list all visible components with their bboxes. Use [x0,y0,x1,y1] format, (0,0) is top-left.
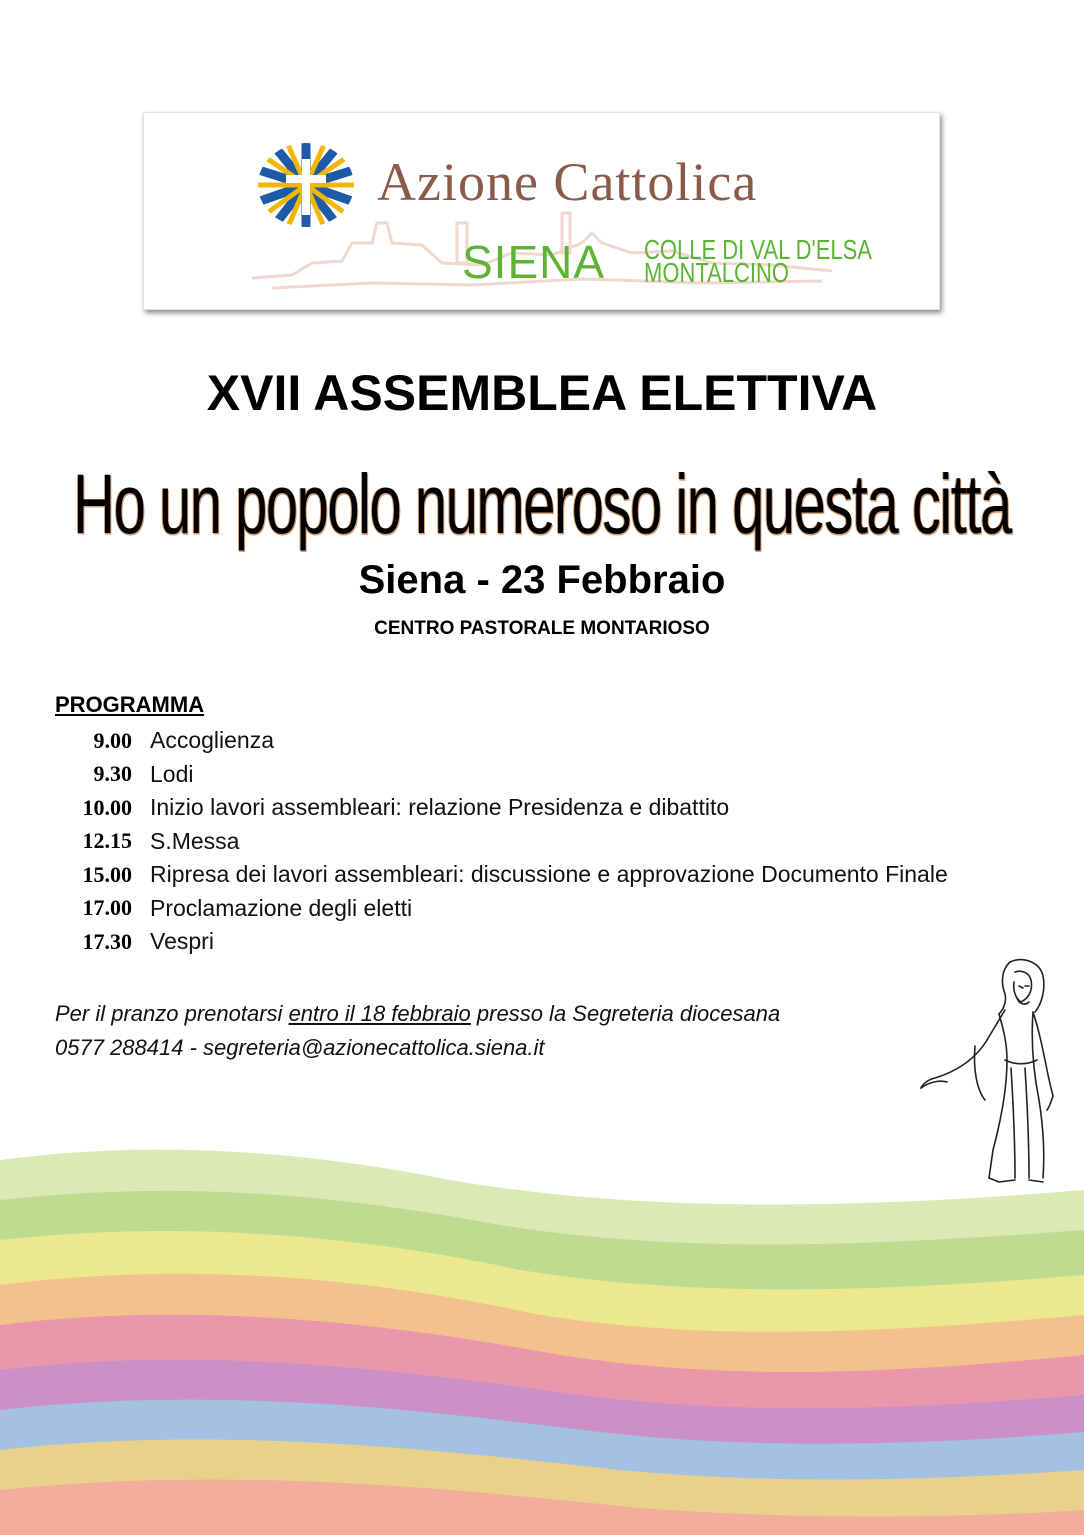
lunch-note [55,997,780,1065]
program-row [55,858,948,892]
watercolor-rainbow-hills [0,1120,1084,1535]
place-date: Siena - 23 Febbraio [358,558,726,602]
program-time: 9.00 [93,727,132,753]
program-row [55,825,948,859]
note-deadline: entro il 18 febbraio [288,1001,471,1026]
logo-city: SIENA [462,236,606,288]
program-time: 17.00 [82,895,132,921]
logo-subtitle-1: COLLE DI VAL D'ELSA [644,233,872,265]
program-time: 10.00 [82,794,132,820]
program-row [55,724,948,758]
program-activity: Proclamazione degli eletti [150,894,413,921]
program-activity: Inizio lavori assembleari: relazione Presidenza e dibattito [150,794,730,821]
program-heading: PROGRAMMA [55,692,205,717]
program-row [55,892,948,926]
program-time: 17.30 [82,928,132,954]
venue: CENTRO PASTORALE MONTARIOSO [374,618,710,639]
logo-name: Azione Cattolica [377,152,758,212]
contact-line: 0577 288414 - segreteria@azionecattolica.siena.it [55,1035,545,1060]
note-prefix: Per il pranzo prenotarsi [55,1001,289,1026]
program-time: 12.15 [82,828,132,854]
program-activity: Lodi [150,760,194,787]
program-time: 9.30 [93,761,132,787]
event-title: XVII ASSEMBLEA ELETTIVA [206,365,878,421]
program-activity: Ripresa dei lavori assembleari: discussione e approvazione Documento Finale [150,861,948,888]
lunch-note-line-1 [55,997,780,1031]
program-activity: Vespri [150,928,214,955]
note-suffix: presso la Segreteria diocesana [470,1001,781,1026]
program-row [55,791,948,825]
logo-banner [143,112,940,310]
program-time: 15.00 [82,861,132,887]
program-row [55,758,948,792]
event-motto: Ho un popolo numeroso in questa città [73,457,1011,552]
azione-cattolica-emblem [256,141,356,229]
program-row [55,925,948,959]
program-list [55,724,948,959]
logo-subtitle-2: MONTALCINO [644,256,790,288]
program-activity: Accoglienza [150,727,275,754]
program-activity: S.Messa [150,827,240,854]
